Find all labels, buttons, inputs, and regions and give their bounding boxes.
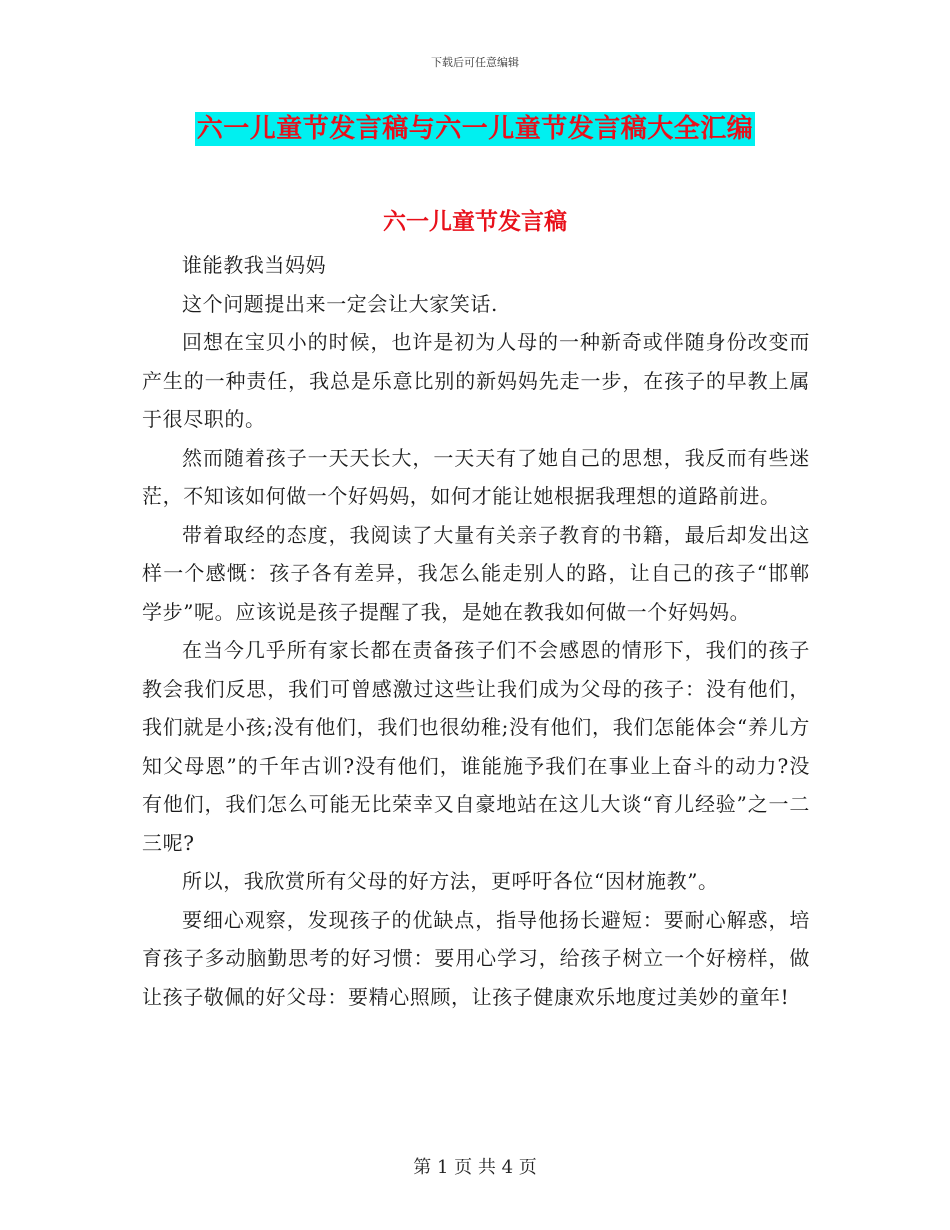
paragraph: 带着取经的态度，我阅读了大量有关亲子教育的书籍，最后却发出这样一个感慨：孩子各有差异，我怎么能走别人的路，让自己的孩子“邯郸学步”呢。应该说是孩子提醒了我，是她在教我如何做一个好妈妈。: [142, 522, 810, 624]
paragraph: 回想在宝贝小的时候，也许是初为人母的一种新奇或伴随身份改变而产生的一种责任，我总是乐意比别的新妈妈先走一步，在孩子的早教上属于很尽职的。: [142, 330, 810, 431]
document-title: 六一儿童节发言稿与六一儿童节发言稿大全汇编: [196, 114, 754, 144]
section-title: 六一儿童节发言稿: [383, 209, 567, 235]
paragraph: 这个问题提出来一定会让大家笑话.: [182, 291, 498, 316]
document-title-container: [0, 112, 950, 146]
paragraph: 谁能教我当妈妈: [182, 253, 327, 277]
paragraph: 然而随着孩子一天天长大，一天天有了她自己的思想，我反而有些迷茫，不知该如何做一个好妈妈，如何才能让她根据我理想的道路前进。: [142, 445, 810, 508]
header-note: 下载后可任意编辑: [431, 56, 519, 69]
paragraph: 所以，我欣赏所有父母的好方法，更呼吁各位“因材施教”。: [182, 869, 719, 893]
document-body: [142, 246, 810, 1016]
page-footer: 第 1 页 共 4 页: [413, 1157, 537, 1178]
paragraph: 在当今几乎所有家长都在责备孩子们不会感恩的情形下，我们的孩子教会我们反思，我们可曾感激过这些让我们成为父母的孩子：没有他们，我们就是小孩;没有他们，我们也很幼稚;没有他们，我们怎能体会“养儿方知父母恩”的千年古训?没有他们，谁能施予我们在事业上奋斗的动力?没有他们，我们怎么可能无比荣幸又自豪地站在这儿大谈“育儿经验”之一二三呢?: [142, 638, 810, 855]
paragraph: 要细心观察，发现孩子的优缺点，指导他扬长避短：要耐心解惑，培育孩子多动脑勤思考的好习惯：要用心学习，给孩子树立一个好榜样，做让孩子敬佩的好父母：要精心照顾，让孩子健康欢乐地度过美妙的童年!: [142, 907, 810, 1009]
